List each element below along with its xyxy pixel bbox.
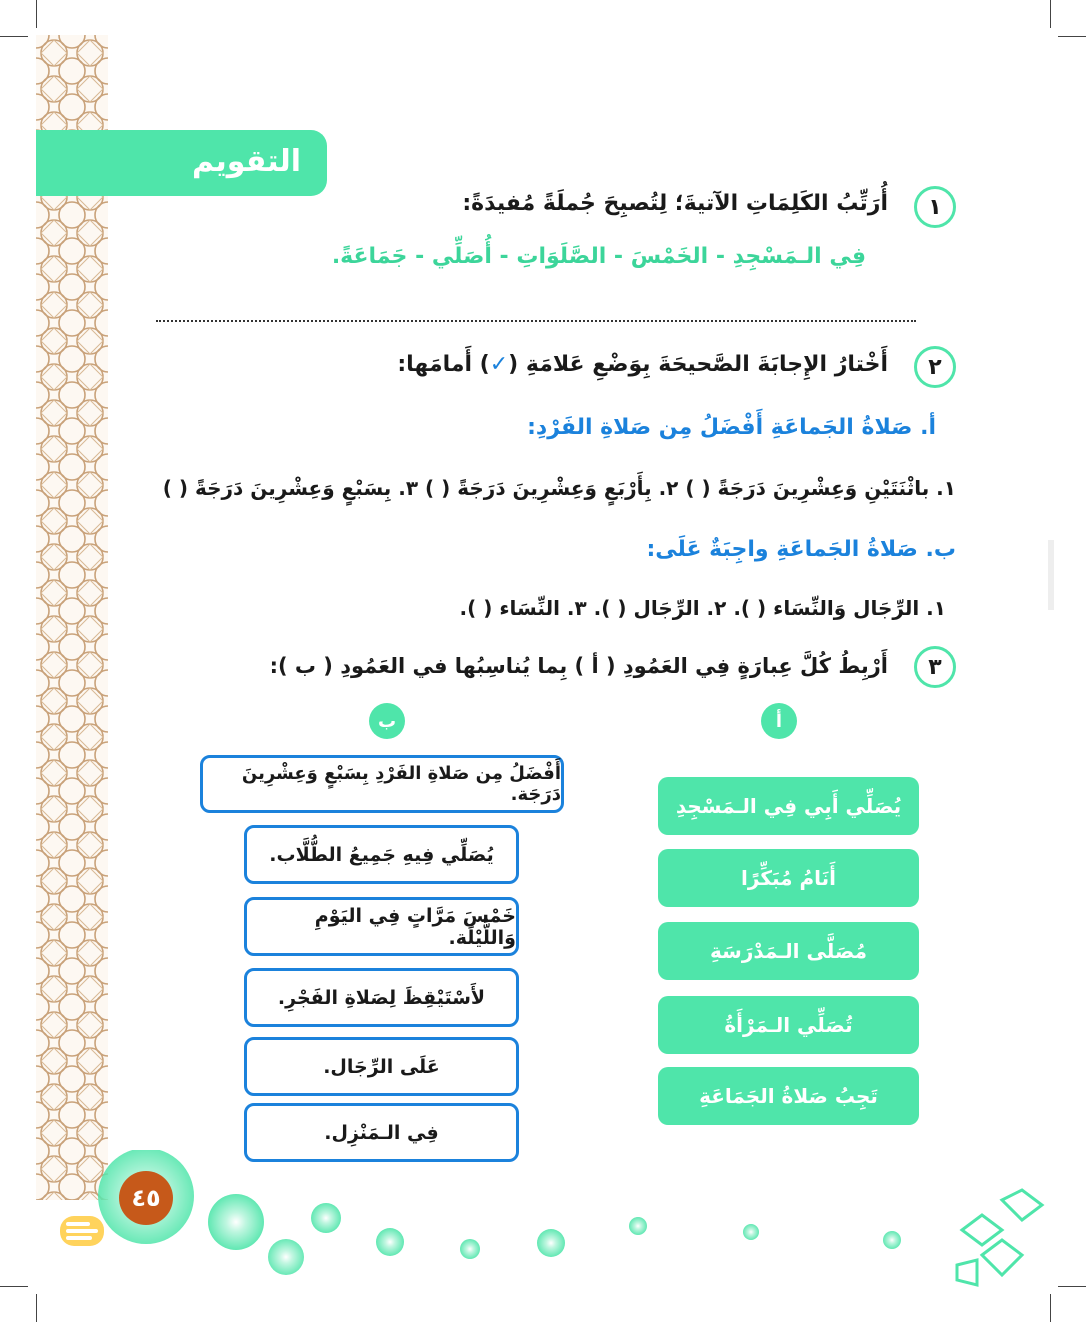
section-tab: [36, 130, 327, 196]
crop-mark: [1058, 36, 1086, 37]
question-3-number: ٣: [914, 646, 956, 688]
column-a-item-4[interactable]: تُصَلِّي الـمَرْأَةُ: [658, 996, 919, 1054]
publisher-logo-icon: [60, 1212, 104, 1250]
column-b-item-2[interactable]: يُصَلِّي فِيهِ جَمِيعُ الطُّلَّاب.: [244, 825, 519, 884]
column-a-item-5[interactable]: تَجِبُ صَلاةُ الجَمَاعَةِ: [658, 1067, 919, 1125]
column-a-item-2[interactable]: أَنَامُ مُبَكِّرًا: [658, 849, 919, 907]
border-pattern-decoration: [36, 35, 108, 1200]
question-2-prompt-start: أَخْتارُ الإِجابَةَ الصَّحيحَةَ بِوَضْعِ عَلامَةِ (: [508, 352, 888, 377]
crop-mark: [1050, 0, 1051, 28]
question-2b-options: ١. الرِّجَال وَالنِّسَاء ( ). ٢. الرِّجَال ( ). ٣. النِّسَاء ( ).: [459, 596, 946, 620]
section-title: التقويم: [192, 144, 301, 179]
question-2a-stem: أ. صَلاةُ الجَماعَةِ أَفْضَلُ مِن صَلاةِ الفَرْدِ:: [527, 415, 936, 440]
side-mark: [1048, 540, 1054, 610]
column-b-item-1[interactable]: أَفْضَلُ مِن صَلاةِ الفَرْدِ بِسَبْعٍ وَعِشْرِينَ دَرَجَة.: [200, 755, 564, 813]
checkmark-icon: ✓: [489, 352, 509, 377]
question-3-prompt: أَرْبِطُ كُلَّ عِبارَةٍ فِي العَمُودِ ( أ ) بِما يُناسِبُها في العَمُودِ ( ب ):: [269, 654, 888, 678]
column-b-item-5[interactable]: عَلَى الرِّجَال.: [244, 1037, 519, 1096]
geometric-ornament: [952, 1180, 1052, 1290]
question-2-prompt: [397, 352, 888, 377]
crop-mark: [36, 0, 37, 28]
column-a-label: أ: [761, 703, 797, 739]
section-divider: [156, 320, 916, 322]
column-b-item-3[interactable]: خَمْسَ مَرَّاتٍ فِي اليَوْمِ وَاللَّيْلَة.: [244, 897, 519, 956]
question-2-prompt-end: ) أَمامَها:: [397, 352, 490, 377]
decorative-flowers: [0, 1150, 1086, 1320]
question-2b-stem: ب. صَلاةُ الجَماعَةِ واجِبَةٌ عَلَى:: [646, 537, 956, 562]
column-a-item-1[interactable]: يُصَلِّي أَبِي فِي الـمَسْجِدِ: [658, 777, 919, 835]
page-number-badge: ٤٥: [119, 1171, 173, 1225]
crop-mark: [0, 36, 28, 37]
column-b-label: ب: [369, 703, 405, 739]
question-1-number: ١: [914, 186, 956, 228]
question-2a-options: ١. باثْنَتَيْنِ وَعِشْرِينَ دَرَجَةً ( ) ٢. بِأَرْبَعٍ وَعِشْرِينَ دَرَجَةً ( ) ٣. بِسَبْعٍ وَعِشْرِينَ دَرَجَةً ( ): [162, 476, 956, 500]
column-b-item-4[interactable]: لأَسْتَيْقِظَ لِصَلاةِ الفَجْرِ.: [244, 968, 519, 1027]
column-b-item-6[interactable]: فِي الـمَنْزِل.: [244, 1103, 519, 1162]
question-1-words: فِي الـمَسْجِدِ - الخَمْسَ - الصَّلَوَاتِ - أُصَلِّي - جَمَاعَةً.: [331, 244, 866, 269]
column-a-item-3[interactable]: مُصَلَّى الـمَدْرَسَةِ: [658, 922, 919, 980]
question-2-number: ٢: [914, 346, 956, 388]
question-1-prompt: أُرَتِّبُ الكَلِمَاتِ الآتيةَ؛ لِتُصبِحَ جُملَةً مُفيدَةً:: [462, 191, 888, 216]
